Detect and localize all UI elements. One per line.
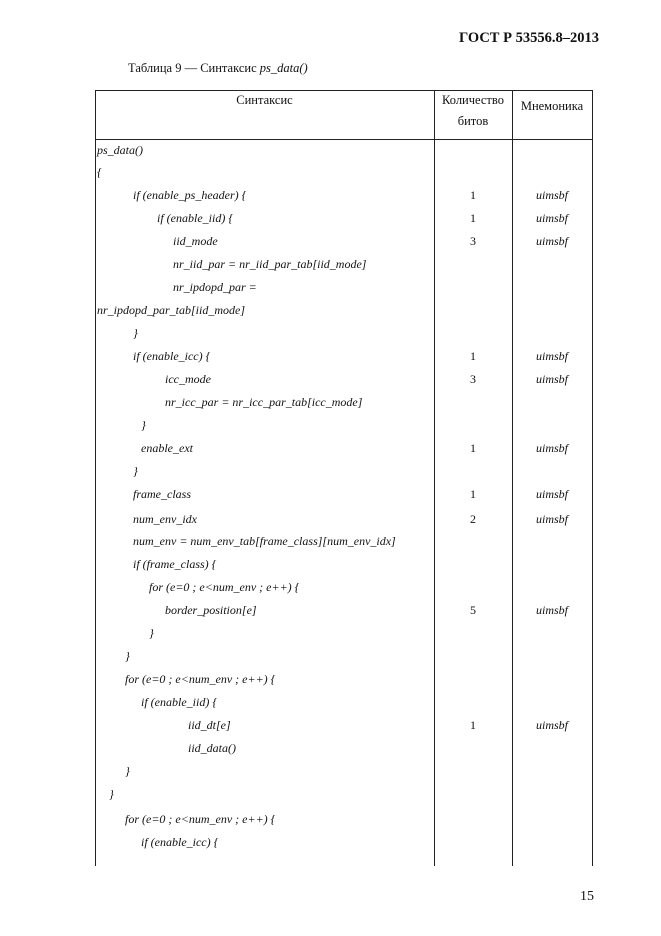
- syntax-cell: num_env_idx: [133, 512, 197, 526]
- syntax-cell: }: [133, 464, 138, 478]
- mnemonic-cell: uimsbf: [535, 349, 568, 363]
- table-row: [0, 695, 661, 715]
- syntax-cell: nr_ipdopd_par_tab[iid_mode]: [97, 303, 246, 317]
- column-header-bits: Количество битов: [442, 93, 504, 128]
- syntax-cell: frame_class: [133, 487, 191, 501]
- syntax-cell: if (enable_icc) {: [133, 349, 211, 363]
- bits-cell: 1: [470, 211, 476, 225]
- table-row: [0, 280, 661, 300]
- syntax-cell: }: [141, 418, 146, 432]
- table-row: [0, 165, 661, 185]
- syntax-cell: for (e=0 ; e<num_env ; e++) {: [149, 580, 300, 594]
- mnemonic-cell: uimsbf: [535, 188, 568, 202]
- table-row: [0, 672, 661, 692]
- syntax-cell: iid_data(): [188, 741, 236, 755]
- syntax-cell: if (enable_ps_header) {: [133, 188, 247, 202]
- syntax-cell: nr_ipdopd_par =: [173, 280, 257, 294]
- table-row: [0, 557, 661, 577]
- table-row: [0, 441, 661, 461]
- column-header-syntax: Синтаксис: [236, 93, 293, 107]
- bits-cell: 1: [470, 487, 476, 501]
- syntax-cell: nr_icc_par = nr_icc_par_tab[icc_mode]: [165, 395, 363, 409]
- syntax-cell: if (frame_class) {: [133, 557, 217, 571]
- mnemonic-cell: uimsbf: [535, 372, 568, 386]
- syntax-cell: iid_dt[e]: [188, 718, 231, 732]
- table-row: [0, 211, 661, 231]
- table-row: [0, 603, 661, 623]
- column-header-mnemonic: Мнемоника: [520, 99, 584, 113]
- table-row: [0, 626, 661, 646]
- bits-cell: 1: [470, 718, 476, 732]
- table-row: [0, 395, 661, 415]
- syntax-cell: if (enable_iid) {: [141, 695, 218, 709]
- syntax-cell: for (e=0 ; e<num_env ; e++) {: [125, 812, 276, 826]
- table-row: [0, 418, 661, 438]
- page-number: 15: [580, 889, 594, 904]
- caption-function-name: ps_data(): [259, 61, 308, 75]
- mnemonic-cell: uimsbf: [535, 718, 568, 732]
- syntax-cell: iid_mode: [173, 234, 218, 248]
- caption-prefix: Таблица 9 — Синтаксис: [128, 61, 257, 75]
- table-row: [0, 188, 661, 208]
- table-row: [0, 234, 661, 254]
- syntax-cell: icc_mode: [165, 372, 211, 386]
- syntax-cell: num_env = num_env_tab[frame_class][num_env_idx]: [133, 534, 396, 548]
- syntax-cell: border_position[e]: [165, 603, 257, 617]
- mnemonic-cell: uimsbf: [535, 234, 568, 248]
- bits-cell: 2: [470, 512, 476, 526]
- bits-cell: 5: [470, 603, 476, 617]
- table-row: [0, 372, 661, 392]
- syntax-cell: {: [97, 165, 102, 179]
- table-row: [0, 487, 661, 507]
- syntax-cell: if (enable_icc) {: [141, 835, 219, 849]
- table-row: [0, 534, 661, 554]
- syntax-cell: for (e=0 ; e<num_env ; e++) {: [125, 672, 276, 686]
- table-row: [0, 464, 661, 484]
- syntax-cell: enable_ext: [141, 441, 193, 455]
- mnemonic-cell: uimsbf: [535, 211, 568, 225]
- syntax-cell: ps_data(): [97, 143, 143, 157]
- table-row: [0, 787, 661, 807]
- syntax-cell: }: [125, 649, 130, 663]
- header-bottom-border: [95, 139, 592, 140]
- syntax-cell: }: [149, 626, 154, 640]
- table-row: [0, 764, 661, 784]
- table-row: [0, 326, 661, 346]
- table-row: [0, 512, 661, 532]
- bits-cell: 3: [470, 234, 476, 248]
- bits-cell: 1: [470, 441, 476, 455]
- table-caption: [128, 61, 308, 76]
- mnemonic-cell: uimsbf: [535, 487, 568, 501]
- syntax-cell: }: [109, 787, 114, 801]
- mnemonic-cell: uimsbf: [535, 512, 568, 526]
- table-row: [0, 718, 661, 738]
- table-row: [0, 812, 661, 832]
- syntax-cell: }: [125, 764, 130, 778]
- bits-cell: 3: [470, 372, 476, 386]
- mnemonic-cell: uimsbf: [535, 603, 568, 617]
- table-row: [0, 835, 661, 855]
- syntax-cell: nr_iid_par = nr_iid_par_tab[iid_mode]: [173, 257, 367, 271]
- bits-cell: 1: [470, 188, 476, 202]
- table-row: [0, 349, 661, 369]
- table-row: [0, 257, 661, 277]
- bits-cell: 1: [470, 349, 476, 363]
- syntax-cell: }: [133, 326, 138, 340]
- table-row: [0, 649, 661, 669]
- document-header: ГОСТ Р 53556.8–2013: [459, 30, 599, 46]
- syntax-cell: if (enable_iid) {: [157, 211, 234, 225]
- table-row: [0, 580, 661, 600]
- mnemonic-cell: uimsbf: [535, 441, 568, 455]
- table-row: [0, 143, 661, 163]
- table-row: [0, 303, 661, 323]
- table-row: [0, 741, 661, 761]
